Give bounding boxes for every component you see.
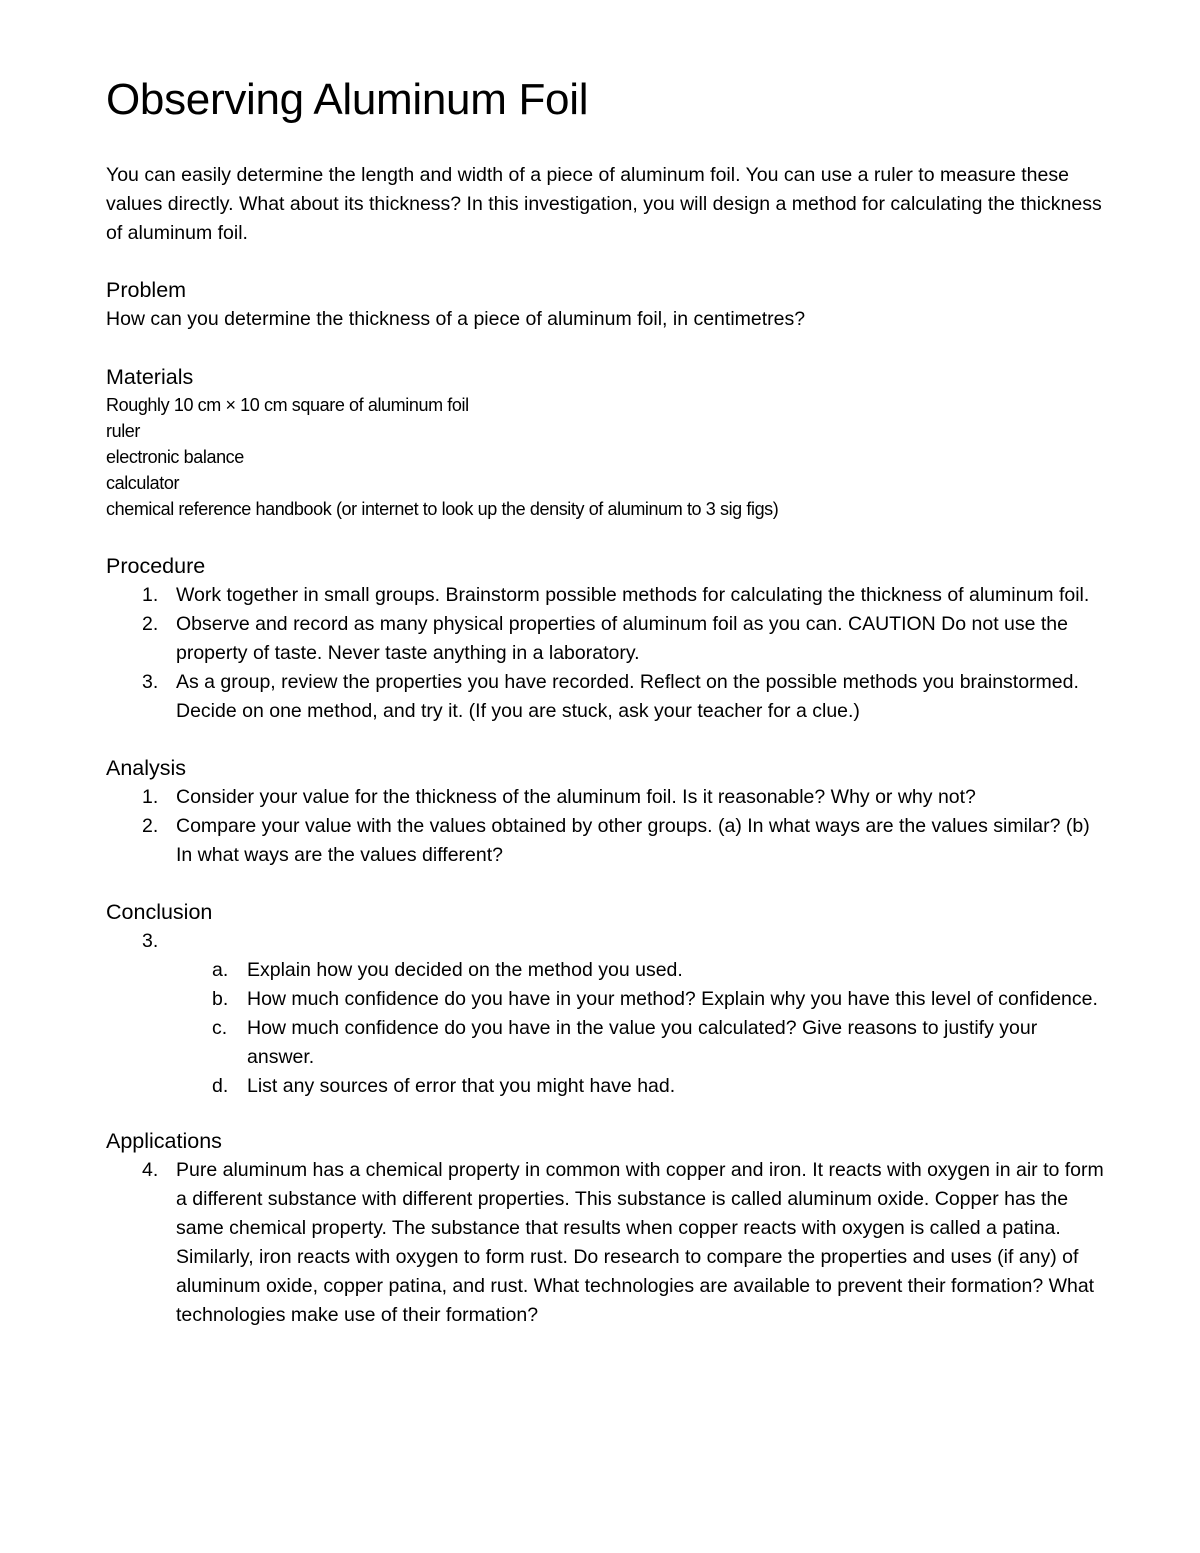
document-page xyxy=(106,72,1106,1330)
applications-list xyxy=(106,1156,1106,1330)
sublist-letter: b. xyxy=(212,988,229,1010)
list-number: 3. xyxy=(142,930,159,952)
sublist-item-text: Explain how you decided on the method you used. xyxy=(247,959,683,981)
problem-text: How can you determine the thickness of a piece of aluminum foil, in centimetres? xyxy=(106,308,806,330)
sublist-letter: d. xyxy=(212,1075,229,1097)
intro-paragraph: You can easily determine the length and width of a piece of aluminum foil. You can use a ruler to measure these values directly. What about its thickness? In this investigation, you will design a method for calculating the thickness of aluminum foil. xyxy=(106,164,1102,244)
list-number: 3. xyxy=(142,671,159,693)
sublist-item-text: How much confidence do you have in the value you calculated? Give reasons to justify your answer. xyxy=(247,1017,1038,1068)
list-item-text: Compare your value with the values obtained by other groups. (a) In what ways are the values similar? (b) In what ways are the values different? xyxy=(176,815,1090,866)
list-item xyxy=(106,1156,1106,1330)
sublist-letter: c. xyxy=(212,1017,228,1039)
applications-section xyxy=(106,1127,1106,1330)
procedure-list xyxy=(106,581,1106,726)
list-item xyxy=(106,581,1106,610)
list-item: Roughly 10 cm × 10 cm square of aluminum foil xyxy=(106,395,469,415)
materials-heading: Materials xyxy=(106,365,194,389)
list-item xyxy=(106,812,1106,870)
problem-section xyxy=(106,276,1106,334)
document-title: Observing Aluminum Foil xyxy=(106,75,589,124)
problem-heading: Problem xyxy=(106,278,187,302)
materials-section xyxy=(106,363,1106,522)
list-number: 2. xyxy=(142,815,159,837)
sublist-item xyxy=(106,985,1106,1014)
list-item: calculator xyxy=(106,473,180,493)
list-item-text: Pure aluminum has a chemical property in common with copper and iron. It reacts with oxygen in air to form a different substance with different properties. This substance is called aluminum oxide. Copper has the same chemical property. The substance that results when copper reacts with oxygen is called a patina. Similarly, iron reacts with oxygen to form rust. Do research to compare the properties and uses (if any) of aluminum oxide, copper patina, and rust. What technologies are available to prevent their formation? What technologies make use of their formation? xyxy=(176,1159,1104,1326)
conclusion-list xyxy=(106,927,1106,956)
list-item xyxy=(106,783,1106,812)
conclusion-section xyxy=(106,898,1106,1101)
sublist-item-text: List any sources of error that you might have had. xyxy=(247,1075,676,1097)
list-number: 1. xyxy=(142,584,159,606)
analysis-list xyxy=(106,783,1106,870)
list-number: 1. xyxy=(142,786,159,808)
list-item: electronic balance xyxy=(106,447,244,467)
procedure-heading: Procedure xyxy=(106,554,206,578)
list-item-text: Consider your value for the thickness of the aluminum foil. Is it reasonable? Why or why not? xyxy=(176,786,976,808)
list-item xyxy=(106,668,1106,726)
list-item: chemical reference handbook (or internet to look up the density of aluminum to 3 sig figs) xyxy=(106,499,779,519)
analysis-heading: Analysis xyxy=(106,756,187,780)
sublist-item xyxy=(106,956,1106,985)
sublist-item-text: How much confidence do you have in your method? Explain why you have this level of confidence. xyxy=(247,988,1098,1010)
list-number: 2. xyxy=(142,613,159,635)
conclusion-sublist xyxy=(106,956,1106,1101)
list-item-text: As a group, review the properties you have recorded. Reflect on the possible methods you brainstormed. Decide on one method, and try it. (If you are stuck, ask your teacher for a clue.) xyxy=(176,671,1079,722)
procedure-section xyxy=(106,552,1106,726)
applications-heading: Applications xyxy=(106,1129,222,1153)
list-number: 4. xyxy=(142,1159,159,1181)
analysis-section xyxy=(106,754,1106,870)
sublist-item xyxy=(106,1014,1106,1072)
sublist-item xyxy=(106,1072,1106,1101)
list-item-text: Work together in small groups. Brainstorm possible methods for calculating the thickness of aluminum foil. xyxy=(176,584,1090,606)
sublist-letter: a. xyxy=(212,959,229,981)
conclusion-heading: Conclusion xyxy=(106,900,213,924)
materials-list xyxy=(106,392,1106,522)
list-item xyxy=(106,927,1106,956)
list-item: ruler xyxy=(106,421,141,441)
list-item-text: Observe and record as many physical properties of aluminum foil as you can. CAUTION Do not use the property of taste. Never taste anything in a laboratory. xyxy=(176,613,1068,664)
list-item xyxy=(106,610,1106,668)
